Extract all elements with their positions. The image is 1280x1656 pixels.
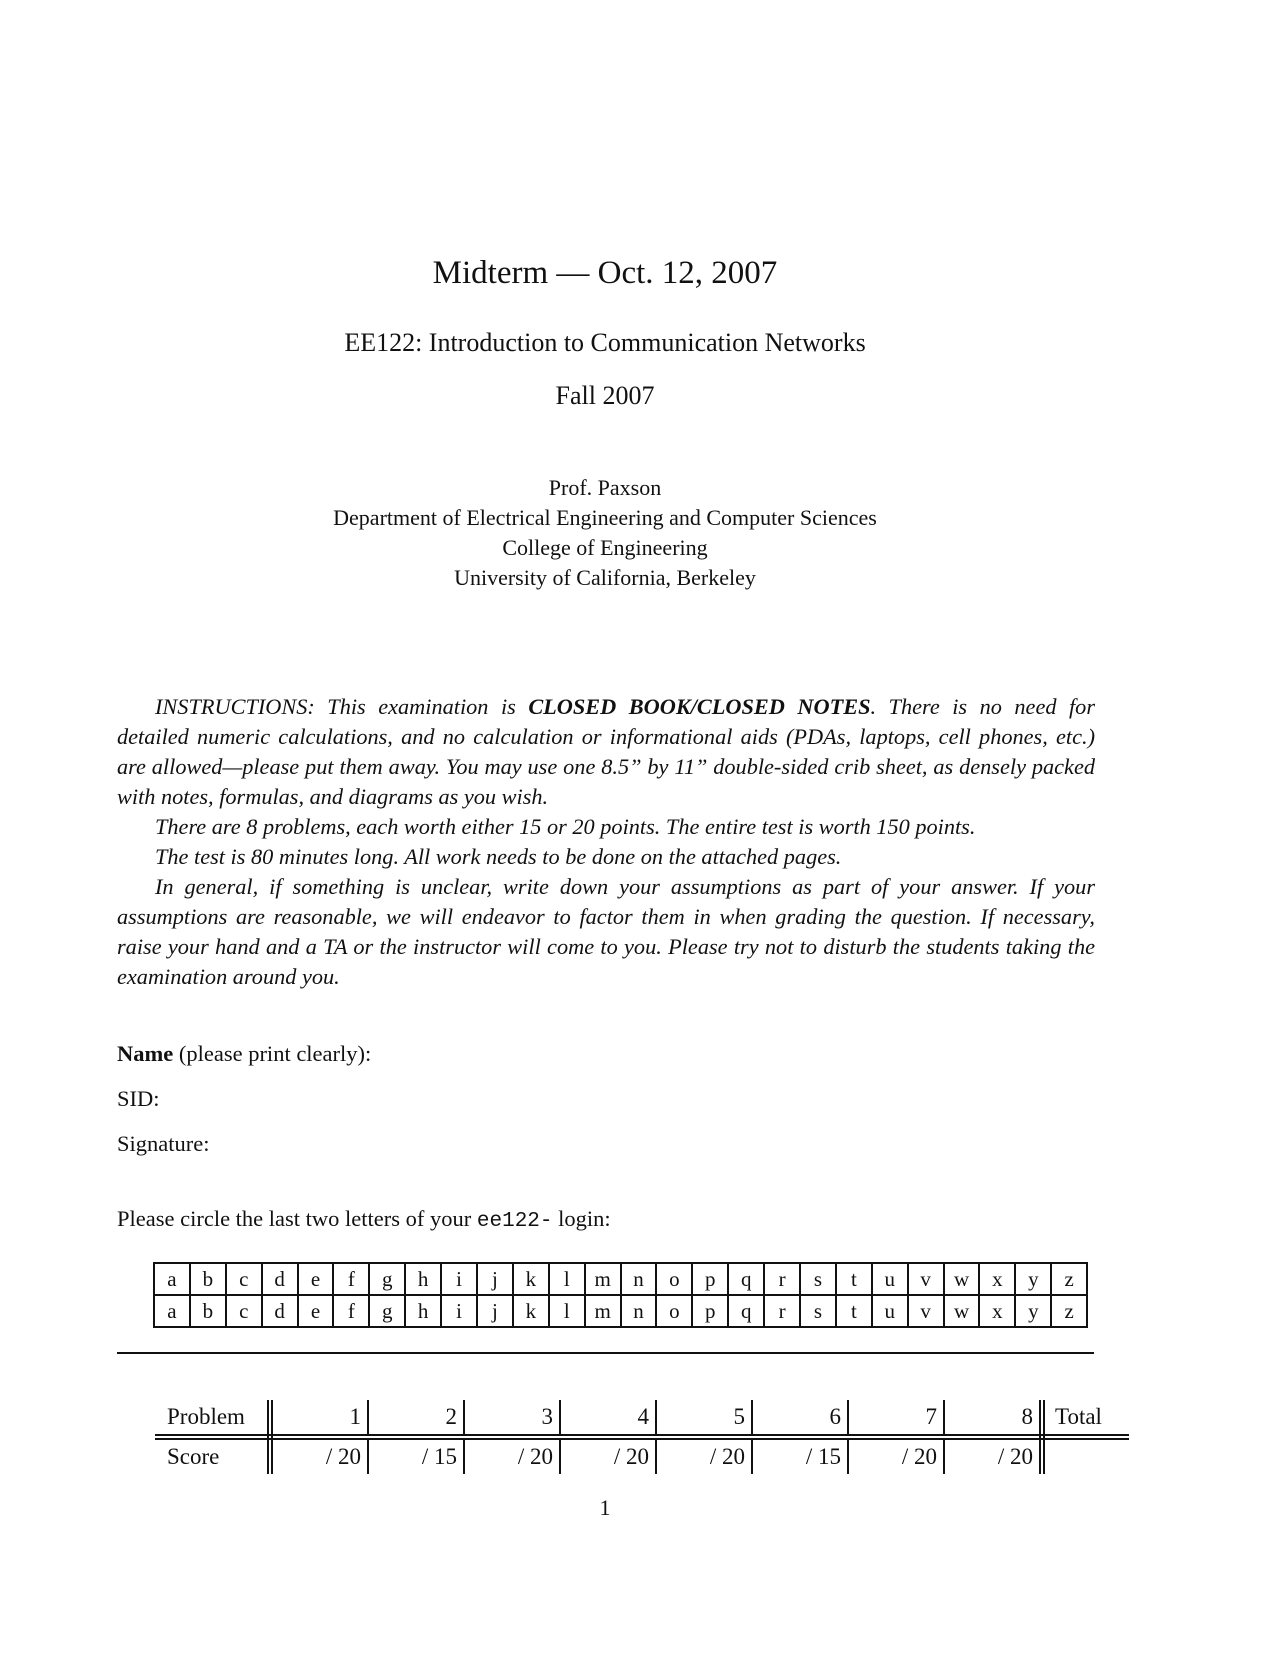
letter-cell[interactable]: t: [836, 1295, 872, 1327]
letter-cell[interactable]: k: [513, 1263, 549, 1295]
letter-cell[interactable]: m: [585, 1263, 621, 1295]
letter-cell[interactable]: n: [621, 1263, 657, 1295]
letter-cell[interactable]: m: [585, 1295, 621, 1327]
instructions-paragraph-3: The test is 80 minutes long. All work needs to be done on the attached pages.: [155, 844, 842, 869]
letter-cell[interactable]: f: [333, 1295, 369, 1327]
problem-number: 4: [560, 1400, 656, 1437]
problem-score[interactable]: / 15: [368, 1437, 464, 1474]
letter-cell[interactable]: b: [190, 1295, 226, 1327]
letter-cell[interactable]: d: [262, 1263, 298, 1295]
problem-score[interactable]: / 20: [560, 1437, 656, 1474]
login-suffix: login:: [552, 1206, 611, 1231]
letter-cell[interactable]: z: [1051, 1295, 1087, 1327]
letter-cell[interactable]: y: [1015, 1295, 1051, 1327]
letter-cell[interactable]: g: [369, 1295, 405, 1327]
letter-cell[interactable]: r: [764, 1295, 800, 1327]
signature-field[interactable]: Signature:: [117, 1131, 210, 1156]
login-code: ee122-: [476, 1210, 553, 1233]
page-number: 1: [599, 1495, 611, 1520]
score-table: [155, 1400, 1129, 1474]
score-row: [155, 1437, 1129, 1474]
instructions: [117, 692, 1095, 992]
problem-number: 1: [270, 1400, 368, 1437]
letter-cell[interactable]: j: [477, 1295, 513, 1327]
instructions-paragraph-1: [117, 692, 1095, 812]
letter-cell[interactable]: f: [333, 1263, 369, 1295]
letter-cell[interactable]: c: [226, 1295, 262, 1327]
name-hint: (please print clearly):: [173, 1041, 372, 1066]
course-name: EE122: Introduction to Communication Networks: [344, 328, 866, 357]
login-instruction: [117, 1206, 611, 1233]
score-header-row: [155, 1400, 1129, 1437]
letter-cell[interactable]: g: [369, 1263, 405, 1295]
letter-cell[interactable]: a: [154, 1263, 190, 1295]
problem-number: 6: [752, 1400, 848, 1437]
letter-cell[interactable]: t: [836, 1263, 872, 1295]
college: College of Engineering: [502, 535, 708, 560]
name-field[interactable]: [117, 1041, 371, 1067]
letter-cell[interactable]: o: [656, 1295, 692, 1327]
letter-cell[interactable]: p: [692, 1263, 728, 1295]
letter-cell[interactable]: p: [692, 1295, 728, 1327]
letter-cell[interactable]: z: [1051, 1263, 1087, 1295]
problem-score[interactable]: / 20: [944, 1437, 1042, 1474]
letter-cell[interactable]: n: [621, 1295, 657, 1327]
problem-score[interactable]: / 20: [464, 1437, 560, 1474]
letter-cell[interactable]: d: [262, 1295, 298, 1327]
problem-number: 7: [848, 1400, 944, 1437]
instructions-paragraph-2: There are 8 problems, each worth either 15 or 20 points. The entire test is worth 150 points.: [155, 814, 976, 839]
letter-cell[interactable]: b: [190, 1263, 226, 1295]
letter-cell[interactable]: c: [226, 1263, 262, 1295]
letter-cell[interactable]: s: [800, 1263, 836, 1295]
letter-cell[interactable]: h: [405, 1263, 441, 1295]
score-label: Score: [155, 1437, 270, 1474]
letter-cell[interactable]: s: [800, 1295, 836, 1327]
instructions-lead: INSTRUCTIONS: This examination is: [155, 694, 529, 719]
letter-cell[interactable]: v: [908, 1295, 944, 1327]
letter-cell[interactable]: q: [728, 1263, 764, 1295]
problem-number: 2: [368, 1400, 464, 1437]
sid-field[interactable]: SID:: [117, 1086, 160, 1111]
login-letter-grid: [153, 1262, 1088, 1328]
letter-cell[interactable]: v: [908, 1263, 944, 1295]
letter-cell[interactable]: k: [513, 1295, 549, 1327]
login-prefix: Please circle the last two letters of your: [117, 1206, 477, 1231]
letter-cell[interactable]: w: [944, 1295, 980, 1327]
letter-cell[interactable]: x: [979, 1263, 1015, 1295]
exam-title: Midterm — Oct. 12, 2007: [432, 255, 778, 291]
letter-cell[interactable]: e: [298, 1263, 334, 1295]
total-label: Total: [1042, 1400, 1129, 1437]
problem-score[interactable]: / 20: [270, 1437, 368, 1474]
total-score[interactable]: [1042, 1437, 1129, 1474]
letter-cell[interactable]: x: [979, 1295, 1015, 1327]
department: Department of Electrical Engineering and Computer Sciences: [333, 505, 877, 530]
letter-cell[interactable]: y: [1015, 1263, 1051, 1295]
letter-cell[interactable]: j: [477, 1263, 513, 1295]
university: University of California, Berkeley: [454, 565, 756, 590]
problem-number: 8: [944, 1400, 1042, 1437]
problem-number: 3: [464, 1400, 560, 1437]
letter-cell[interactable]: a: [154, 1295, 190, 1327]
letter-cell[interactable]: o: [656, 1263, 692, 1295]
professor: Prof. Paxson: [548, 475, 662, 500]
term: Fall 2007: [555, 381, 655, 410]
instructions-paragraph-4: In general, if something is unclear, write down your assumptions as part of your answer. If your assumptions are reasonable, we will endeavor to factor them in when grading the question. If necessary, raise your hand and a TA or the instructor will come to you. Please try not to disturb the students taking the examination around you.: [117, 874, 1095, 989]
problem-score[interactable]: / 20: [848, 1437, 944, 1474]
letter-cell[interactable]: u: [872, 1263, 908, 1295]
letter-cell[interactable]: r: [764, 1263, 800, 1295]
problem-score[interactable]: / 15: [752, 1437, 848, 1474]
letter-cell[interactable]: h: [405, 1295, 441, 1327]
letter-row-first: [154, 1263, 1087, 1295]
letter-cell[interactable]: q: [728, 1295, 764, 1327]
problem-number: 5: [656, 1400, 752, 1437]
problem-score[interactable]: / 20: [656, 1437, 752, 1474]
letter-cell[interactable]: l: [549, 1295, 585, 1327]
closed-book-notice: CLOSED BOOK/CLOSED NOTES: [528, 694, 871, 719]
letter-cell[interactable]: i: [441, 1295, 477, 1327]
letter-cell[interactable]: e: [298, 1295, 334, 1327]
letter-cell[interactable]: w: [944, 1263, 980, 1295]
letter-cell[interactable]: u: [872, 1295, 908, 1327]
divider: [117, 1352, 1094, 1354]
instructions-rest: . There is no need for detailed numeric calculations, and no calculation or informational aids (PDAs, laptops, cell phones, etc.) are allowed—please put them away. You may use one 8.5” by 11” double-sided crib sheet, as densely packed with notes, formulas, and diagrams as you wish.: [117, 694, 1096, 809]
letter-cell[interactable]: i: [441, 1263, 477, 1295]
name-label: Name: [117, 1041, 174, 1066]
problem-label: Problem: [155, 1400, 270, 1437]
letter-cell[interactable]: l: [549, 1263, 585, 1295]
letter-row-second: [154, 1295, 1087, 1327]
